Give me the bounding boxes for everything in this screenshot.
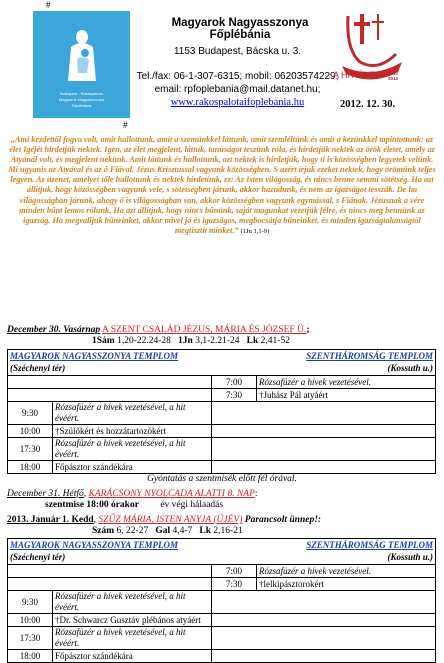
- day2-feast: KARÁCSONY NYOLCADA ALATTI 8. NAP: [88, 489, 255, 499]
- mass-time: 17:30: [8, 627, 53, 650]
- logo-line-1: Budapest - Rákospalota: [60, 91, 103, 96]
- bulletin-date: 2012. 12. 30.: [340, 99, 396, 110]
- website-link[interactable]: www.rakospalotaifoplebania.hu: [170, 97, 305, 108]
- table-row: [8, 650, 436, 663]
- mass-time: 7:00: [212, 376, 257, 389]
- table-row: [8, 389, 436, 402]
- reading-ref: 2,41-52: [260, 336, 290, 346]
- day2-feast-suffix: :: [254, 489, 258, 499]
- day1-schedule-table: [7, 349, 436, 474]
- reading-book: Lk: [199, 526, 212, 536]
- day3-feast-suffix: Parancsolt ünnep!:: [244, 515, 322, 525]
- church-title-left: MAGYAROK NAGYASSZONYA TEMPLOM: [10, 539, 179, 550]
- reading-book: Szám: [92, 526, 115, 536]
- madonna-icon: [65, 29, 99, 83]
- year-of-faith-label: A HIT ÉVE: [333, 70, 376, 80]
- church-title-right: SZENTHÁROMSÁG TEMPLOM: [306, 539, 433, 550]
- table-row: [8, 376, 436, 389]
- hash-mark: #: [46, 0, 51, 10]
- reading-ref: 2,16-21: [213, 526, 243, 536]
- quote-text: „Ami kezdettől fogva volt, amit hallottunk, amit a szemünkkel láttunk, amit szemléltünk és amit a kezünkkel tapintottunk: az élet Igéjét hirdetjük nektek. Igen, az élet megjelent, láttuk, tanúságot teszünk róla, és hirdetjük nektek az örök életet, amely az Atyánál volt, és megjelent nekünk. Amit láttunk és hallottunk, azt nektek is hirdetjük, hogy ti is közösségben legyetek velünk. Mi ugyanis az Atyával és az ő Fiával, Jézus Krisztussal vagyunk közösségben. S azért írjuk ezeket nektek, hogy örömünk teljes legyen. Az üzenet, amelyet tőle hallottunk és nektek hirdetünk, ez: Az Isten világosság, és nincs benne semmi sötétség. Ha azt állítjuk, hogy közösségben vagyunk vele, s sötétségben járunk, akkor hazudunk, és nem az igazságot tesszük. De ha világosságban járunk, ahogy ő is világosságban van, akkor közösségben vagyunk egymással, s Fiának, Jézusnak a vére minden bűnt lemos rólunk. Ha azt állítjuk, hogy nincs bűnünk, saját magunkat vezetjük félre, és nincs meg bennünk az igazság. Ha megvalljuk bűneinket, akkor mivel jó és igazságos, megbocsátja bűneinket, és minden igazságtalanságtól megtisztít minket.”: [8, 135, 436, 235]
- year-of-faith-years: [388, 71, 398, 81]
- reading-ref: 6, 22-27: [116, 526, 149, 536]
- mass-intention: †lelkipásztorokért: [257, 578, 436, 591]
- reading-book: Gal: [155, 526, 171, 536]
- church-place-left: (Széchenyi tér): [10, 362, 66, 373]
- table-row: [8, 425, 436, 438]
- mass-intention: †Szülőkért és hozzátartozókért: [53, 425, 212, 438]
- quote-reference: (1Jn 1,1-9): [240, 227, 270, 235]
- mass-time: 7:00: [212, 565, 257, 578]
- table-row: [8, 578, 436, 591]
- church-place-left: (Széchenyi tér): [10, 551, 66, 562]
- year-end: 2013: [388, 76, 399, 81]
- mass-intention: Rózsafüzér a hívek vezetésével, a hit évéért.: [53, 402, 212, 425]
- mass-intention: Rózsafüzér a hívek vezetésével, a hit évéért.: [53, 438, 212, 461]
- table-row: [8, 539, 436, 565]
- day3-schedule-table: [7, 538, 436, 663]
- mass-intention: Rózsafüzér a hívek vezetésével.: [257, 565, 436, 578]
- confession-note: Gyóntatás a szentmisék előtt fél órával.: [147, 474, 297, 484]
- mass-intention: †Juhász Pál atyáért: [257, 389, 436, 402]
- reading-book: Lk: [246, 336, 259, 346]
- day1-feast-suffix: ;: [306, 325, 310, 335]
- mass-intention: Rózsafüzér a hívek vezetésével, a hit évéért.: [53, 627, 212, 650]
- mass-time: 18:00: [8, 650, 53, 663]
- logo-line-2: Magyarok Nagyasszonya: [59, 97, 104, 102]
- church-place-right: (Kossuth u.): [387, 362, 433, 373]
- phone-line: Tel./fax: 06-1-307-6315; mobil: 06203574229;: [136, 71, 339, 82]
- reading-ref: 1,20-22.24-28: [117, 336, 171, 346]
- mass-time: 17:30: [8, 438, 53, 461]
- table-row: [8, 402, 436, 425]
- reading-book: 1Jn: [178, 336, 193, 346]
- day2-mass-note: év végi hálaadás: [160, 500, 224, 510]
- day2-date: December 31. Hétfő: [7, 489, 84, 499]
- mass-intention: Főpásztor szándékára: [53, 650, 212, 663]
- day2-mass: szentmise 18:00 órakor: [45, 500, 139, 510]
- table-row: [8, 565, 436, 578]
- mass-time: 18:00: [8, 461, 53, 474]
- day1-heading: [7, 325, 437, 336]
- day2-line: [45, 500, 444, 511]
- parish-title: Magyarok Nagyasszonya Főplébánia: [171, 17, 309, 41]
- church-title-left: MAGYAROK NAGYASSZONYA TEMPLOM: [10, 350, 179, 361]
- day2-heading: December 31. Hétfő, KARÁCSONY NYOLCADA ALATTI 8. NAP:: [7, 489, 258, 499]
- mass-time: 7:30: [212, 389, 257, 402]
- table-row: [8, 627, 436, 650]
- day3-feast: SZŰZ MÁRIA, ISTEN ANYJA (ÚJÉV): [98, 515, 243, 525]
- mass-time: 9:30: [8, 591, 53, 614]
- day3-heading: 2013. Január 1. Kedd, SZŰZ MÁRIA, ISTEN ANYJA (ÚJÉV) Parancsolt ünnep!:: [7, 515, 322, 525]
- mass-time: 7:30: [212, 578, 257, 591]
- day1-readings: [92, 336, 444, 347]
- address: 1153 Budapest, Bácska u. 3.: [173, 46, 302, 57]
- table-row: [8, 461, 436, 474]
- year-start: 2012: [388, 71, 399, 76]
- mass-time: 10:00: [8, 425, 53, 438]
- mass-intention: Rózsafüzér a hívek vezetésével.: [257, 376, 436, 389]
- email-line: email: rpfoplebania@mail.datanet.hu;: [154, 84, 321, 95]
- mass-time: 10:00: [8, 614, 53, 627]
- scripture-quote: [8, 135, 436, 237]
- day1-date: December 30. Vasárnap: [7, 325, 101, 335]
- table-row: [8, 614, 436, 627]
- day1-feast: A SZENT CSALÁD JÉZUS, MÁRIA ÉS JÓZSEF Ü.: [102, 325, 307, 335]
- logo-line-3: Főplébánia: [71, 103, 92, 108]
- mass-intention: Főpásztor szándékára: [53, 461, 212, 474]
- church-title-right: SZENTHÁROMSÁG TEMPLOM: [306, 350, 433, 361]
- table-row: [8, 591, 436, 614]
- day3-date: 2013. Január 1. Kedd: [7, 515, 94, 525]
- mass-intention: Rózsafüzér a hívek vezetésével, a hit évéért.: [53, 591, 212, 614]
- day3-readings: [92, 526, 444, 537]
- mass-intention: †Dr. Schwarcz Gusztáv plébános atyáért: [53, 614, 212, 627]
- reading-ref: 4,4-7: [172, 526, 193, 536]
- table-row: [8, 438, 436, 461]
- church-place-right: (Kossuth u.): [387, 551, 433, 562]
- parish-logo: [33, 11, 130, 118]
- reading-ref: 3,1-2.21-24: [195, 336, 240, 346]
- table-row: [8, 350, 436, 376]
- mass-time: 9:30: [8, 402, 53, 425]
- hash-mark: #: [123, 120, 128, 130]
- reading-book: 1Sám: [92, 336, 115, 346]
